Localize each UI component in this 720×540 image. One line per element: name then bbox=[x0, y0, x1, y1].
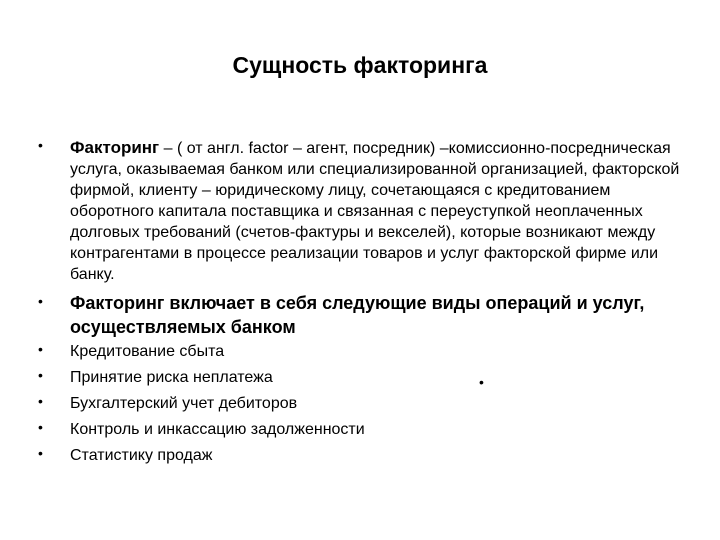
list-item-text: Принятие риска неплатежа bbox=[70, 369, 273, 386]
definition-body: – ( от англ. factor – агент, посредник) –комиссионно-посредническая услуга, оказываемая банком или специализированной организацией, факторской фирмой, клиенту – юридическому лицу, сочетающаяся с кредитованием оборотного капитала поставщика и связанная с переуступкой неоплаченных долговых требований (счетов-фактуры и векселей), которые возникают между контрагентами в процессе реализации товаров и услуг факторской фирме или банку. bbox=[70, 140, 680, 283]
definition-paragraph bbox=[70, 137, 690, 285]
slide-title: Сущность факторинга bbox=[232, 52, 488, 78]
bullet-marker: • bbox=[38, 341, 43, 357]
bullet-marker: • bbox=[38, 137, 43, 153]
bullet-marker: • bbox=[38, 367, 43, 383]
definition-term: Факторинг bbox=[70, 138, 160, 157]
list-item-text: Статистику продаж bbox=[70, 447, 213, 464]
list-item-text: Бухгалтерский учет дебиторов bbox=[70, 395, 298, 412]
list-item-text: Кредитование сбыта bbox=[70, 343, 225, 360]
bullet-marker: • bbox=[38, 393, 43, 409]
stray-bullet-marker: • bbox=[479, 374, 484, 390]
bullet-marker: • bbox=[38, 419, 43, 435]
bullet-marker: • bbox=[38, 293, 43, 309]
list-item-text: Контроль и инкассацию задолженности bbox=[70, 421, 365, 438]
operations-heading: Факторинг включает в себя следующие виды операций и услуг, осуществляемых банком bbox=[70, 293, 645, 337]
bullet-marker: • bbox=[38, 445, 43, 461]
